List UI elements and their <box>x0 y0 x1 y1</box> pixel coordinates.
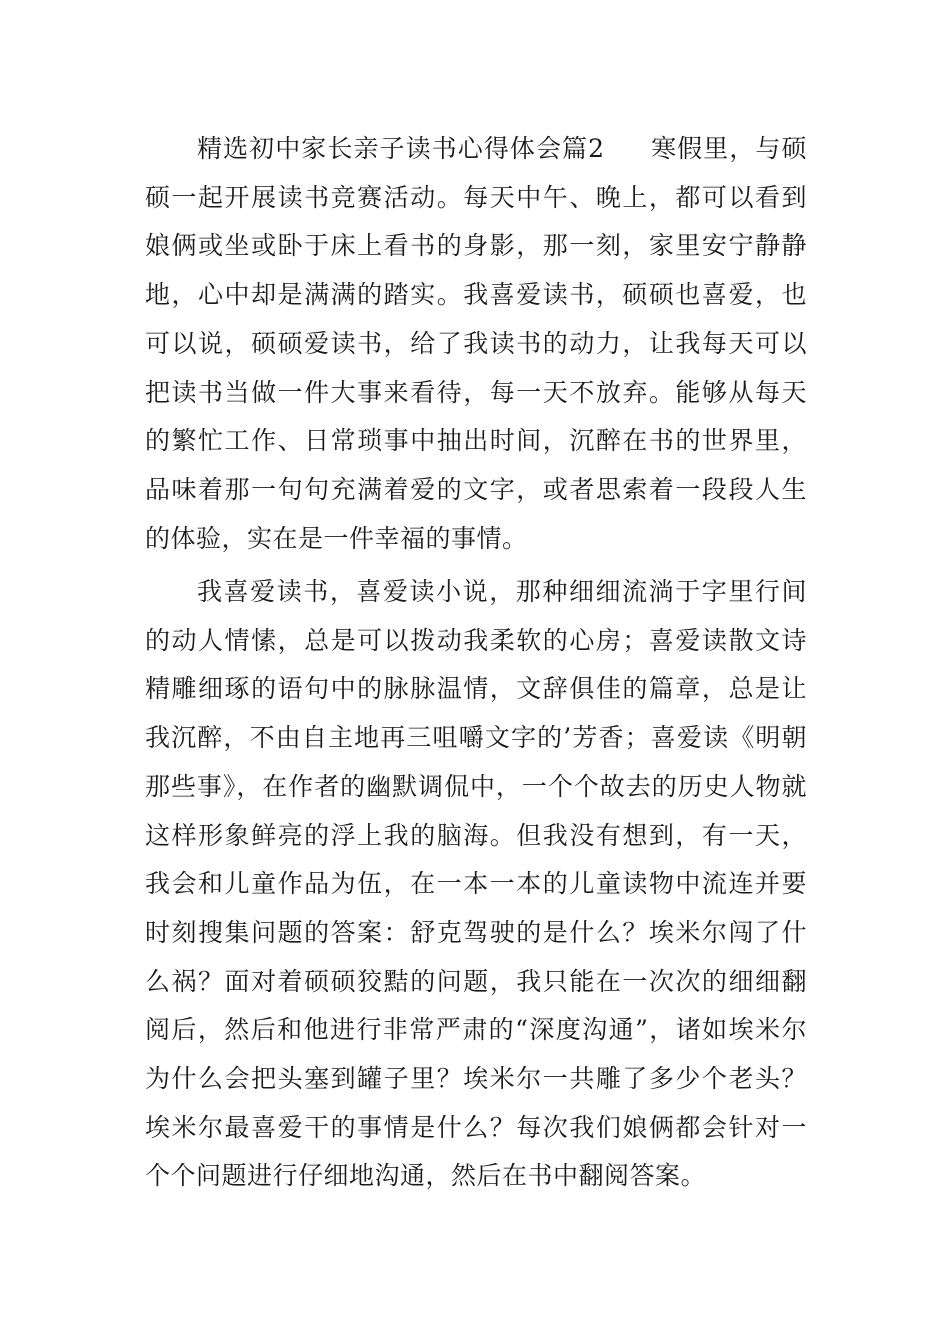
first-paragraph-block <box>145 125 807 563</box>
document-title: 精选初中家长亲子读书心得体会篇2 <box>197 134 605 163</box>
second-paragraph-block <box>145 568 807 1201</box>
paragraph-2: 我喜爱读书，喜爱读小说，那种细细流淌于字里行间的动人情愫，总是可以拨动我柔软的心房；喜爱读散文诗精雕细琢的语句中的脉脉温情，文辞俱佳的篇章，总是让我沉醉，不由自主地再三咀嚼文字的’芳香；喜爱读《明朝那些事》，在作者的幽默调侃中，一个个故去的历史人物就这样形象鲜亮的浮上我的脑海。但我没有想到，有一天，我会和儿童作品为伍，在一本一本的儿童读物中流连并要时刻搜集问题的答案：舒克驾驶的是什么？埃米尔闯了什么祸？面对着硕硕狡黠的问题，我只能在一次次的细细翻阅后，然后和他进行非常严肃的“深度沟通”，诸如埃米尔为什么会把头塞到罐子里？埃米尔一共雕了多少个老头？埃米尔最喜爱干的事情是什么？每次我们娘俩都会针对一个个问题进行仔细地沟通，然后在书中翻阅答案。 <box>145 577 807 1191</box>
paragraph-1-text: 寒假里，与硕硕一起开展读书竞赛活动。每天中午、晚上，都可以看到娘俩或坐或卧于床上看书的身影，那一刻，家里安宁静静地，心中却是满满的踏实。我喜爱读书，硕硕也喜爱，也可以说，硕硕爱读书，给了我读书的动力，让我每天可以把读书当做一件大事来看待，每一天不放弃。能够从每天的繁忙工作、日常琐事中抽出时间，沉醉在书的世界里，品味着那一句句充满着爱的文字，或者思索着一段段人生的体验，实在是一件幸福的事情。 <box>145 134 807 553</box>
paragraph-1 <box>145 125 807 563</box>
